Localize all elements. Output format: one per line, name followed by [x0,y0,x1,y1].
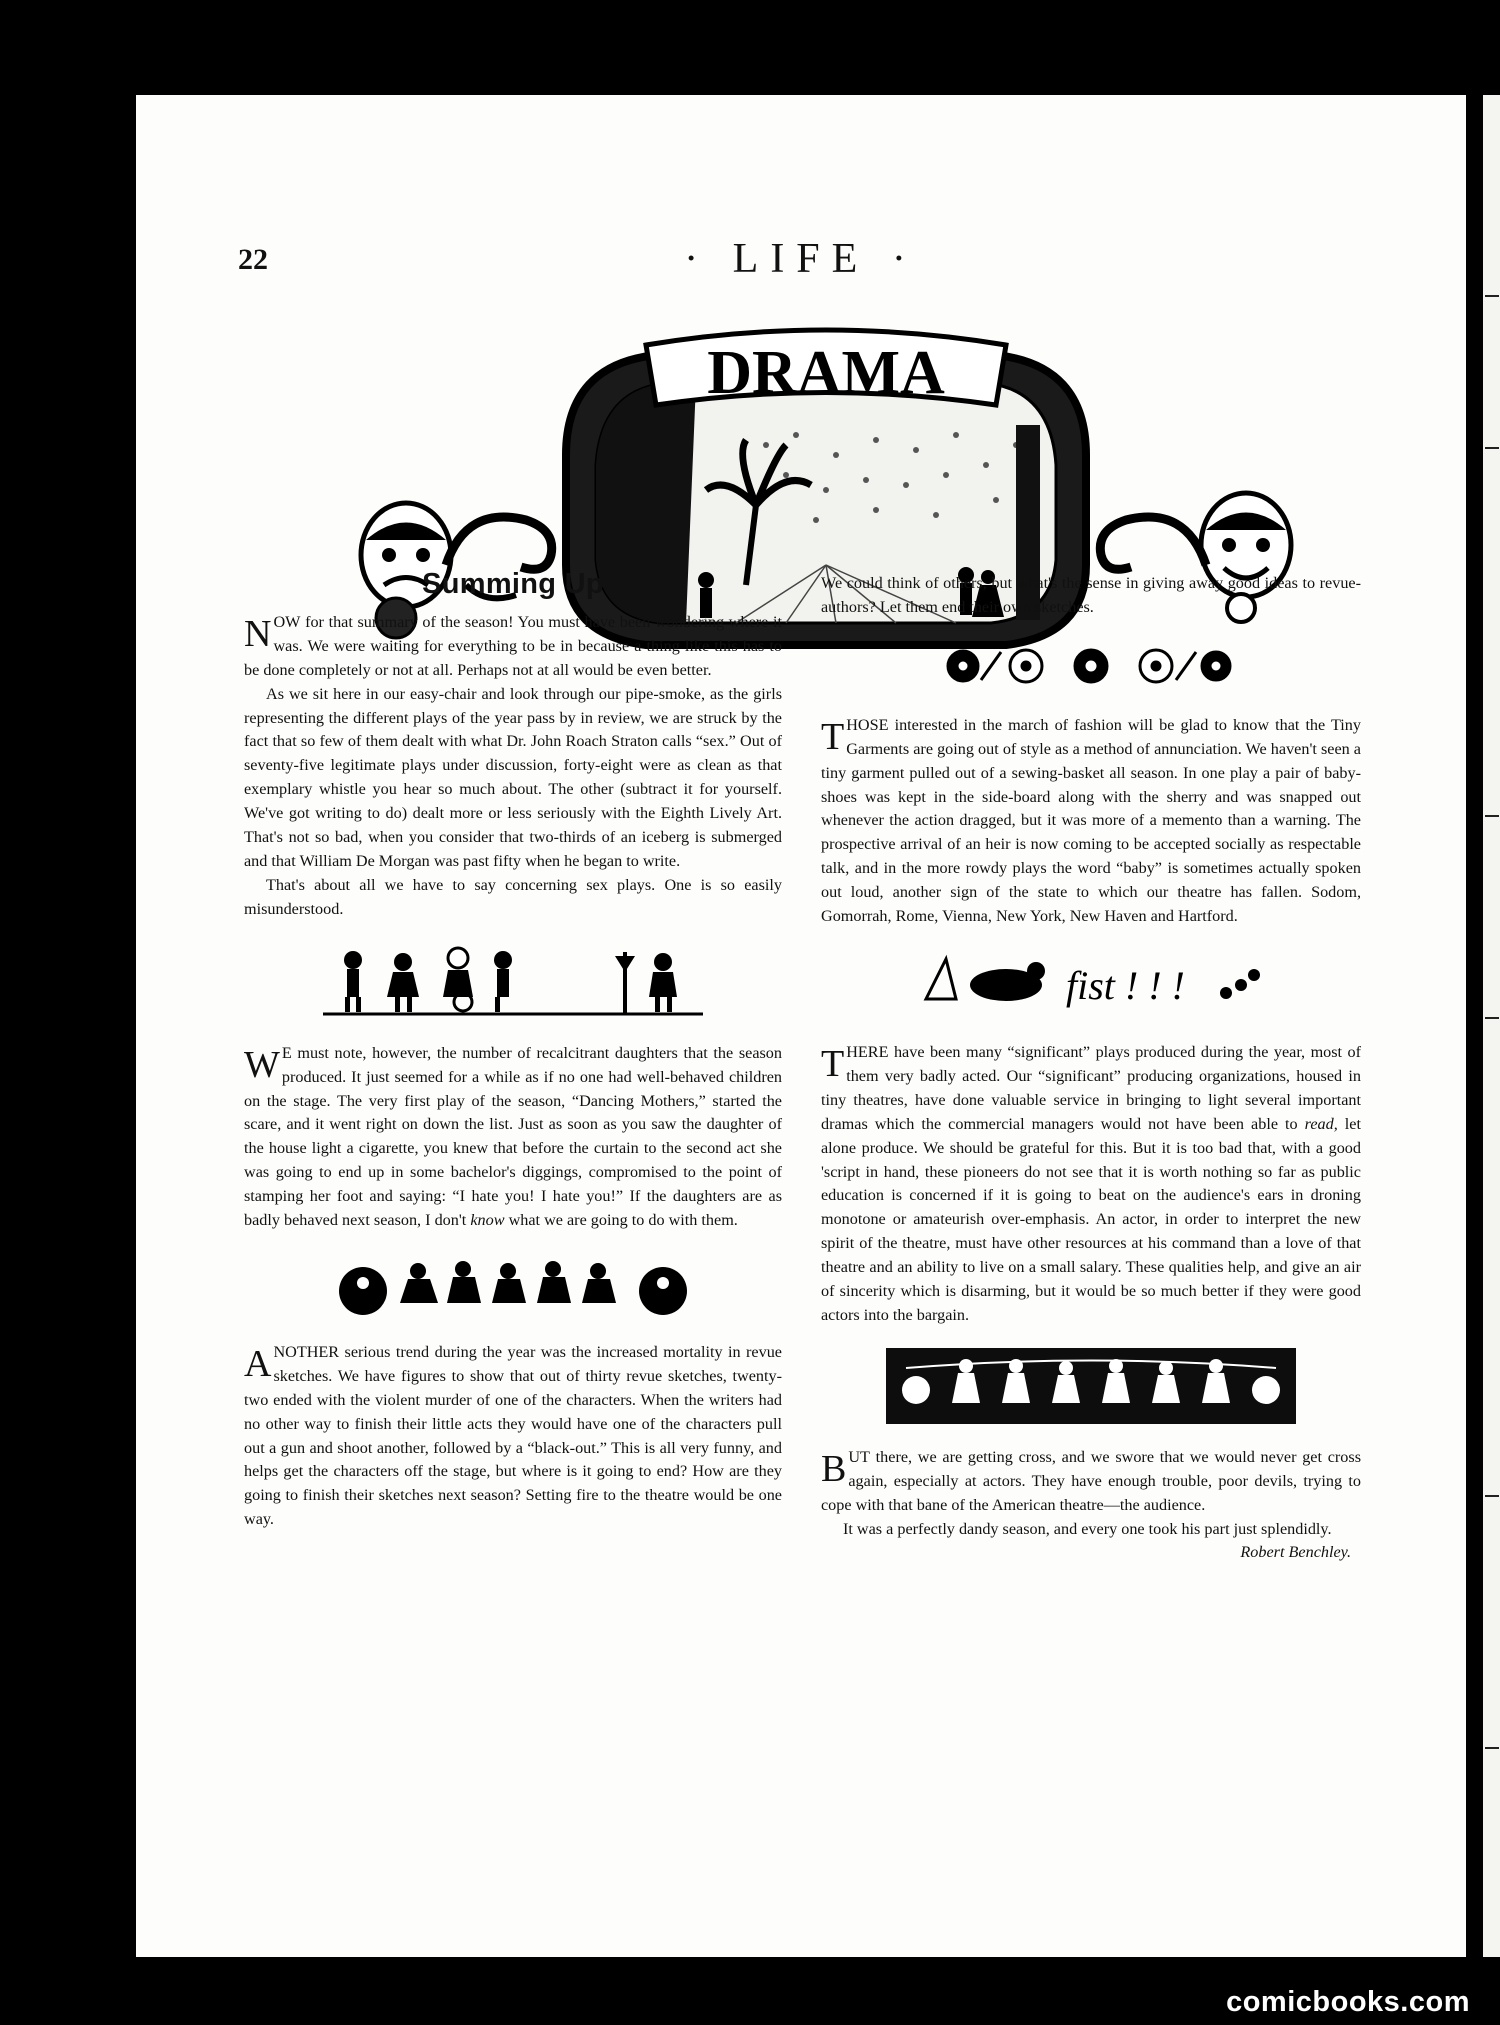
paragraph-5 [244,1341,782,1532]
article-title: Summing Up [422,568,604,600]
drop-cap: B [821,1447,847,1490]
fist-caption: fist ! ! ! [1066,962,1185,1008]
lead-word: HERE [846,1042,889,1061]
lead-word: NOTHER [273,1342,340,1361]
drop-cap: N [244,612,272,655]
flower-ornament-icon [941,640,1241,692]
fist-ornament [916,949,1266,1019]
magazine-page [136,95,1466,1957]
masthead: · LIFE · [684,236,918,282]
page-number: 22 [238,243,268,276]
paragraph-4 [244,1042,782,1233]
emphasis-text: read, [1304,1114,1338,1133]
lead-word: E [281,1043,292,1062]
paragraph-8 [821,1041,1361,1328]
adjacent-page-edge [1480,95,1500,1957]
paragraph-text-after: what we are going to do with them. [504,1211,738,1230]
paragraph-10: It was a perfectly dandy season, and every one took his part just splendidly. [843,1519,1332,1538]
paragraph-text-after: let alone produce. We should be grateful for this. But it is too bad that, with a good 'script in hand, these pioneers do not see that it is worth nothing so far as public education is concerned if it is going to beat on the audience's ears in droning monotone or amateurish over-emphasis. An actor, in order to interpret the new spirit of the theatre, must have other resources at his command than a love of that theatre and an ability to live on a small salary. These qualities help, and give an air of sincerity which is disarming, but it would be so much better if they were good actors into the bargain. [821,1114,1361,1324]
drop-cap: A [244,1342,272,1385]
paragraph-text: there, we are getting cross, and we swore that we would never get cross again, especially at actors. They have enough trouble, poor devils, trying to cope with that bane of the American theatre—the audience. [821,1447,1361,1514]
paragraph-3: That's about all we have to say concerning sex plays. One is so easily misunderstood. [244,875,782,918]
paragraph-2: As we sit here in our easy-chair and look through our pipe-smoke, as the girls representing the different plays of the year pass by in review, we are struck by the fact that so few of them dealt with what Dr. John Roach Straton calls “sex.” Out of seventy-five legitimate plays under discussion, forty-eight were as clean as that exemplary whistle you hear so much about. The other (subtract it for yourself. We've got writing to do) dealt more or less seriously with the Eighth Lively Art. That's not so bad, when you consider that two-thirds of an iceberg is submerged and that William De Morgan was past fifty when he began to write. [244,684,782,870]
lead-word: HOSE [846,715,889,734]
lead-word: OW [273,612,301,631]
paragraph-6: We could think of others, but what's the sense in giving away good ideas to revue-authors? Let them end their own sketches. [821,574,1361,616]
drop-cap: T [821,715,845,758]
paragraph-9 [821,1446,1361,1518]
banner-title: DRAMA [707,339,945,407]
author-signature: Robert Benchley. [1240,1543,1351,1562]
lead-word: UT [848,1447,870,1466]
emphasis-text: know [470,1211,505,1230]
paragraph-text: must note, however, the number of recalcitrant daughters that the season produced. It just seemed for a while as if no one had well-behaved children on the stage. The very first play of the season, “Dancing Mothers,” started the scare, and it went right on down the list. Just as soon as you saw the daughter of the house light a cigarette, you knew that before the curtain to the second act she was going to end up in some bachelor's diggings, compromised to the point of stamping her foot and saying: “I hate you! I hate you!” If the daughters are as badly behaved next season, I don't [244,1043,782,1230]
drop-cap: W [244,1043,280,1086]
drop-cap: T [821,1042,845,1085]
dancing-figures-ornament [323,942,703,1020]
paragraph-text: have been many “significant” plays produced during the year, most of them very badly acted. Our “significant” producing organizations, housed in tiny theatres, have done valuable service in bringing to light several important dramas which the commercial managers would not have been able to [821,1042,1361,1133]
dancing-figures-ornament [886,1348,1296,1424]
paragraph-text: serious trend during the year was the increased mortality in revue sketches. We have figures to show that out of thirty revue sketches, twenty-two ended with the violent murder of one of the characters. When the writers had no other way to finish their little acts they would have one of the characters pull out a gun and shoot another, followed by a “black-out.” This is all very funny, and helps get the characters off the stage, but where is it going to end? How are they going to finish their sketches next season? Setting fire to the theatre would be one way. [244,1342,782,1529]
right-column [821,572,1361,1565]
paragraph-text: for that summary of the season! You must have been wondering where it was. We were waiting for everything to be in because a thing like this has to be done completely or not at all. Perhaps not at all would be even better. [244,612,782,679]
dancing-figures-ornament [338,1253,688,1319]
site-watermark[interactable]: comicbooks.com [1226,1986,1470,2018]
left-column [244,568,782,1532]
paragraph-text: interested in the march of fashion will be glad to know that the Tiny Garments are going out of style as a method of annunciation. We haven't seen a tiny garment pulled out of a sewing-basket all season. In one play a pair of baby-shoes was kept in the side-board along with the sherry and was snapped out whenever the action dragged, but it was more of a memento than a warning. The prospective arrival of an heir is now coming to be accepted socially as respectable talk, and in the more rowdy plays the word “baby” is sometimes actually spoken out loud, another sign of the state to which our theatre has fallen. Sodom, Gomorrah, Rome, Vienna, New York, New Haven and Hartford. [821,715,1361,926]
paragraph-7 [821,714,1361,929]
paragraph-1 [244,611,782,683]
